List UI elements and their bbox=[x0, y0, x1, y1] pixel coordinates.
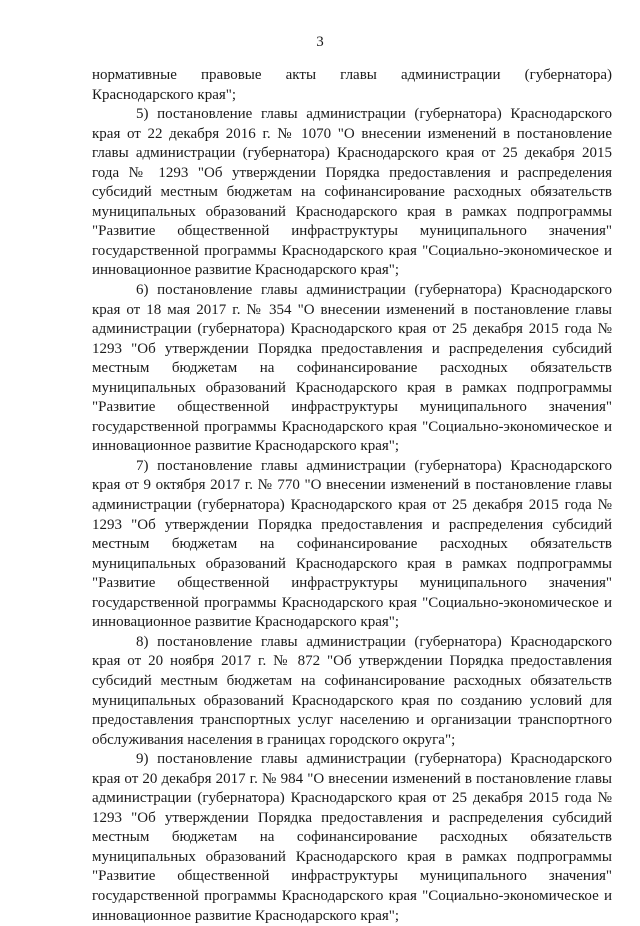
document-body bbox=[92, 66, 612, 926]
paragraph-item-9: 9) постановление главы администрации (губернатора) Краснодарского края от 20 декабря 2017 г. № 984 "О внесении изменений в постановление главы администрации (губернатора) Краснодарского края от 25 декабря 2015 года № 1293 "Об утверждении Порядка предоставления и распределения субсидий местным бюджетам на софинансирование расходных обязательств муниципальных образований Краснодарского края в рамках подпрограммы "Развитие общественной инфраструктуры муниципального значения" государственной программы Краснодарского края "Социально-экономическое и инновационное развитие Краснодарского края"; bbox=[92, 751, 612, 924]
paragraph-item-6: 6) постановление главы администрации (губернатора) Краснодарского края от 18 мая 2017 г. № 354 "О внесении изменений в постановление главы администрации (губернатора) Краснодарского края от 25 декабря 2015 года № 1293 "Об утверждении Порядка предоставления и распределения субсидий местным бюджетам на софинансирование расходных обязательств муниципальных образований Краснодарского края в рамках подпрограммы "Развитие общественной инфраструктуры муниципального значения" государственной программы Краснодарского края "Социально-экономическое и инновационное развитие Краснодарского края"; bbox=[92, 282, 612, 455]
paragraph-item-7: 7) постановление главы администрации (губернатора) Краснодарского края от 9 октября 2017 г. № 770 "О внесении изменений в постановление главы администрации (губернатора) Краснодарского края от 25 декабря 2015 года № 1293 "Об утверждении Порядка предоставления и распределения субсидий местным бюджетам на софинансирование расходных обязательств муниципальных образований Краснодарского края в рамках подпрограммы "Развитие общественной инфраструктуры муниципального значения" государственной программы Краснодарского края "Социально-экономическое и инновационное развитие Краснодарского края"; bbox=[92, 457, 612, 631]
page-number: 3 bbox=[316, 34, 324, 50]
paragraph-item-8: 8) постановление главы администрации (губернатора) Краснодарского края от 20 ноября 2017 г. № 872 "Об утверждении Порядка предоставления субсидий местным бюджетам на софинансирование расходных обязательств муниципальных образований Краснодарского края по созданию условий для предоставления транспортных услуг населению и организации транспортного обслуживания населения в границах городского округа"; bbox=[92, 633, 612, 748]
paragraph-continuation: нормативные правовые акты главы администрации (губернатора) Краснодарского края"; bbox=[92, 67, 612, 103]
paragraph-item-5: 5) постановление главы администрации (губернатора) Краснодарского края от 22 декабря 2016 г. № 1070 "О внесении изменений в постановление главы администрации (губернатора) Краснодарского края от 25 декабря 2015 года № 1293 "Об утверждении Порядка предоставления и распределения субсидий местным бюджетам на софинансирование расходных обязательств муниципальных образований Краснодарского края в рамках подпрограммы "Развитие общественной инфраструктуры муниципального значения" государственной программы Краснодарского края "Социально-экономическое и инновационное развитие Краснодарского края"; bbox=[92, 106, 612, 279]
